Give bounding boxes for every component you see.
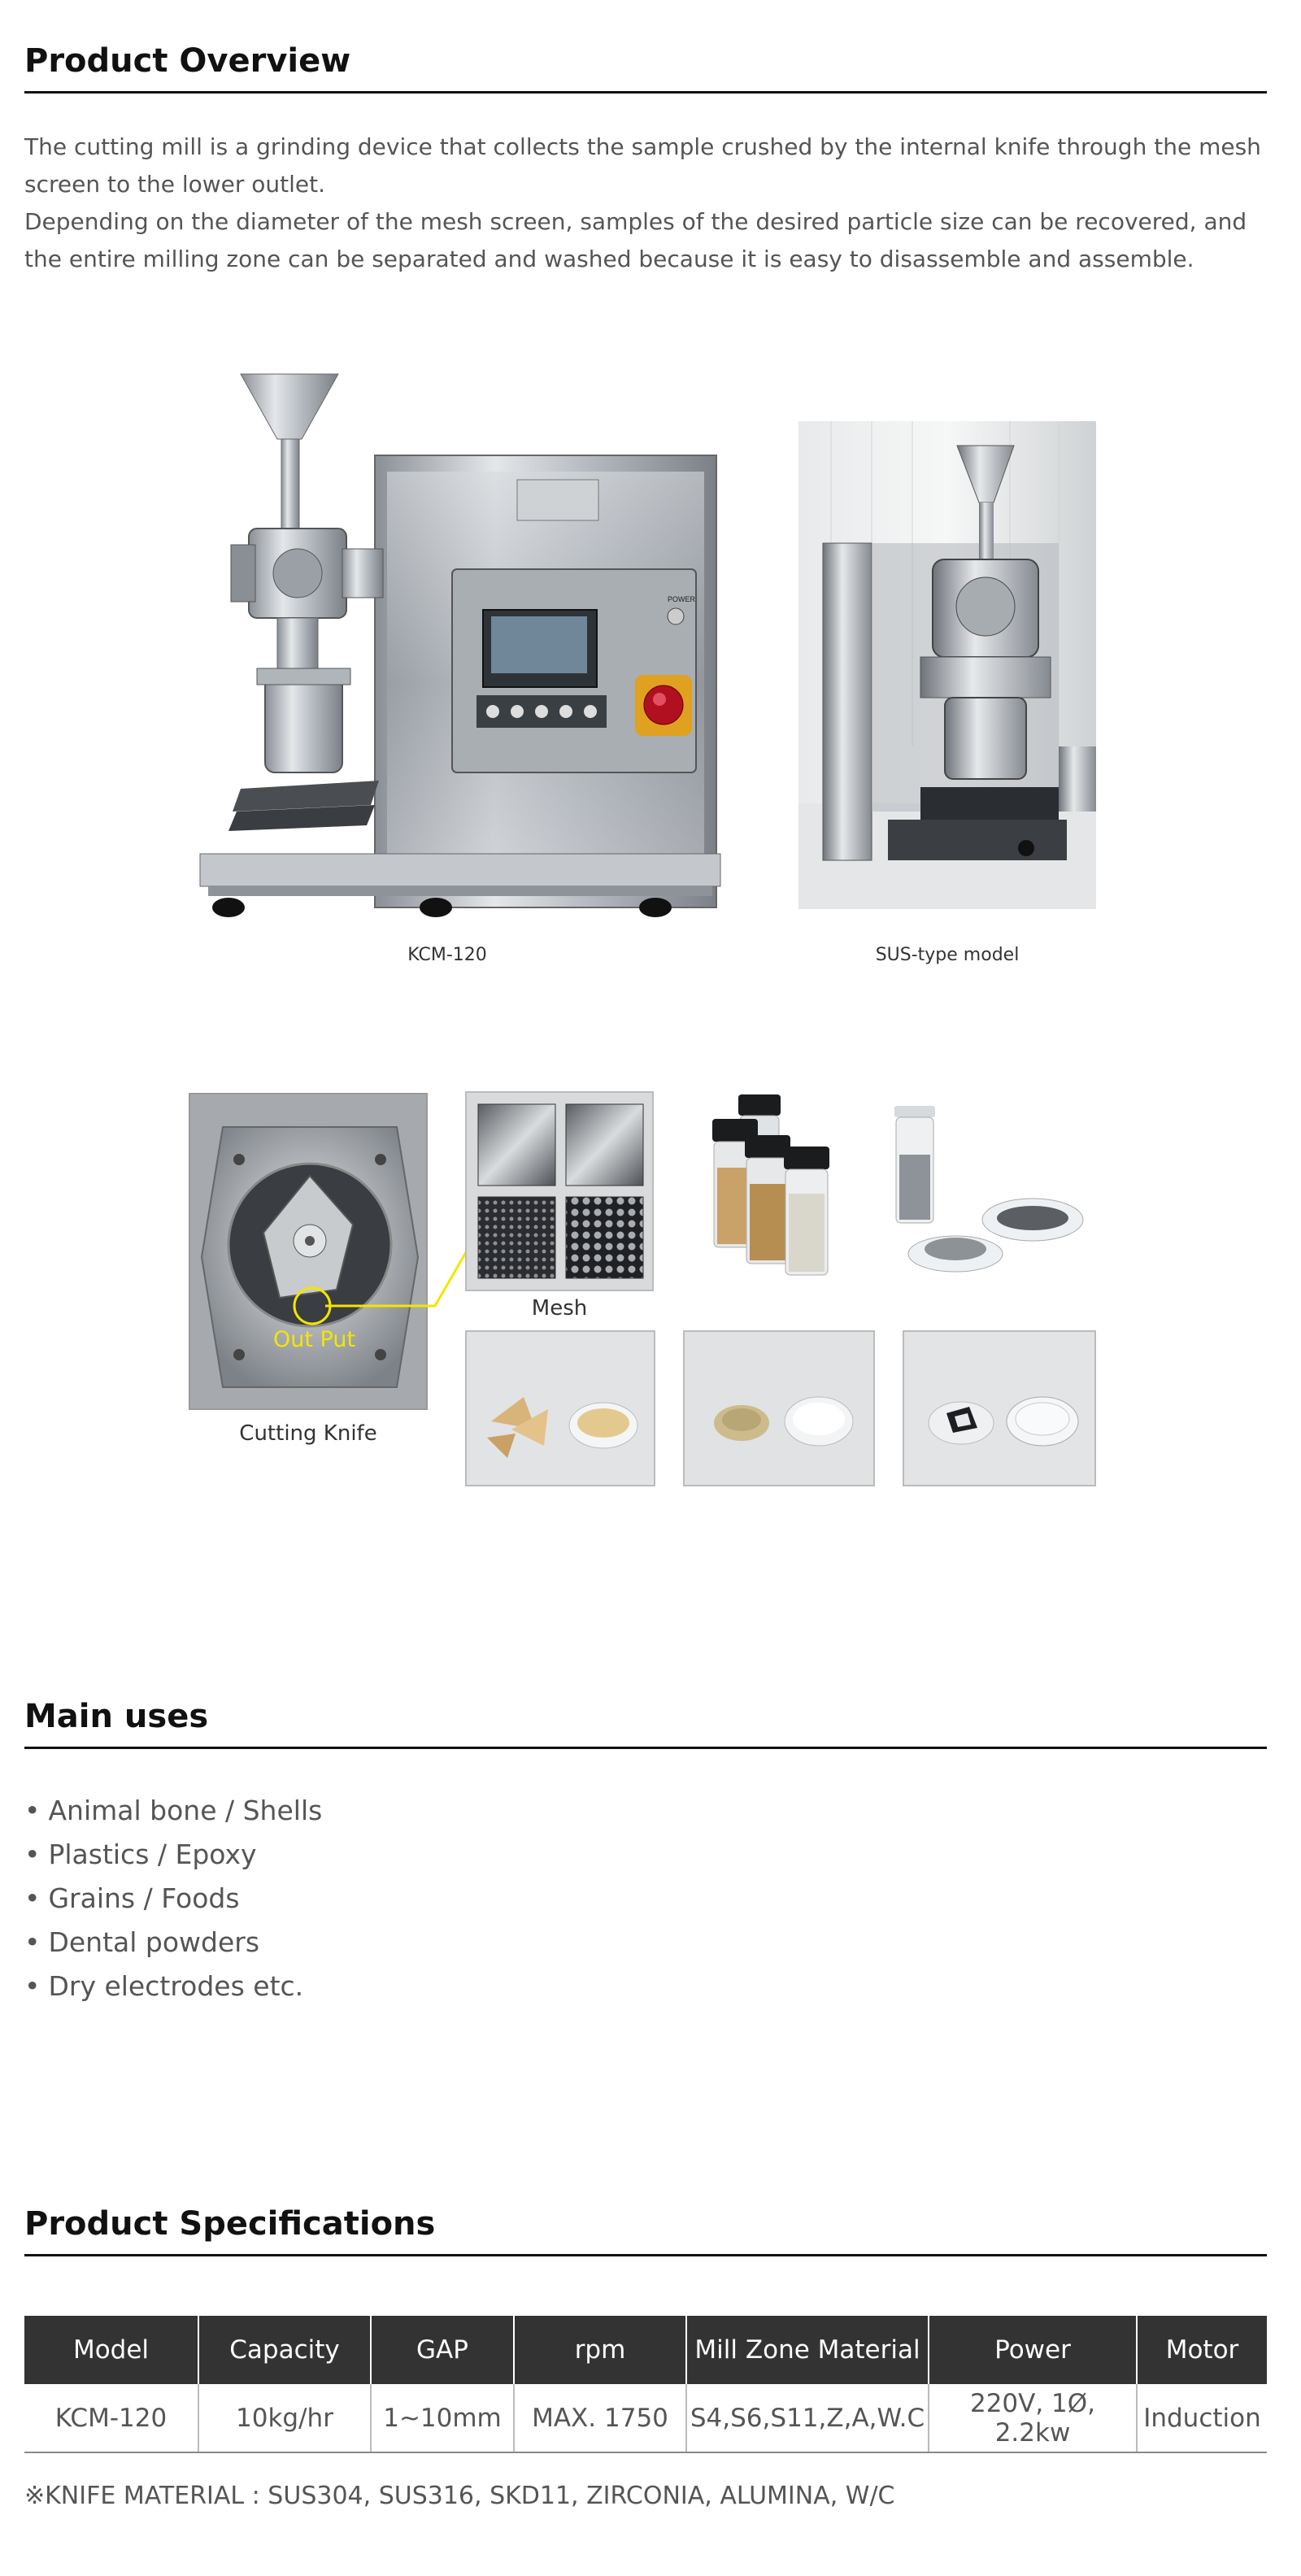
machine-caption: KCM-120 [407, 945, 487, 965]
overview-paragraph-2: Depending on the diameter of the mesh screen, samples of the desired particle size can be recovered, and the entire milling zone can be separated and washed because it is easy to disassemble and assemble. [24, 208, 1247, 272]
list-item [24, 1921, 322, 1965]
use-label: Plastics / Epoxy [48, 1838, 257, 1870]
header-gap: GAP [371, 2316, 514, 2384]
cell-mill-zone-material: S4,S6,S11,Z,A,W.C [686, 2384, 929, 2452]
list-item [24, 1877, 322, 1921]
bullet-icon: • [24, 1795, 41, 1826]
list-item [24, 1833, 322, 1877]
list-item [24, 1789, 322, 1833]
spec-table [24, 2316, 1267, 2453]
mesh-caption: Mesh [531, 1296, 588, 1321]
power-label: POWER [668, 595, 696, 603]
sample-jars-photo [688, 1086, 891, 1281]
sus-model-caption: SUS-type model [875, 945, 1020, 965]
output-callout: Out Put [273, 1327, 356, 1352]
cell-motor: Induction [1137, 2384, 1267, 2452]
header-mill-zone-material: Mill Zone Material [686, 2316, 929, 2384]
header-motor: Motor [1137, 2316, 1267, 2384]
grain-sample-photo [683, 1330, 875, 1486]
list-item [24, 1965, 322, 2008]
machine-photo [192, 366, 729, 935]
cell-rpm: MAX. 1750 [514, 2384, 686, 2452]
bullet-icon: • [24, 1838, 41, 1870]
knife-material-footnote: ※KNIFE MATERIAL : SUS304, SUS316, SKD11, ZIRCONIA, ALUMINA, W/C [24, 2482, 895, 2510]
bullet-icon: • [24, 1926, 41, 1958]
header-rpm: rpm [514, 2316, 686, 2384]
mesh-photo [465, 1091, 654, 1291]
use-label: Dry electrodes etc. [48, 1970, 304, 2002]
main-uses-title: Main uses [24, 1698, 1267, 1749]
overview-paragraph-1: The cutting mill is a grinding device that collects the sample crushed by the internal knife through the mesh screen to the lower outlet. [24, 133, 1261, 198]
sus-model-photo [798, 421, 1096, 909]
use-label: Dental powders [48, 1926, 260, 1958]
cutting-knife-caption: Cutting Knife [239, 1421, 377, 1446]
cell-gap: 1~10mm [371, 2384, 514, 2452]
use-label: Grains / Foods [48, 1882, 240, 1914]
specs-title: Product Specifications [24, 2205, 1267, 2256]
cell-capacity: 10kg/hr [198, 2384, 371, 2452]
cell-model: KCM-120 [24, 2384, 198, 2452]
spec-header-row [24, 2316, 1267, 2384]
header-model: Model [24, 2316, 198, 2384]
use-label: Animal bone / Shells [48, 1795, 323, 1826]
bullet-icon: • [24, 1970, 41, 2002]
plastic-sample-photo [903, 1330, 1096, 1486]
header-capacity: Capacity [198, 2316, 371, 2384]
cell-power: 220V, 1Ø, 2.2kw [929, 2384, 1137, 2452]
bullet-icon: • [24, 1882, 41, 1914]
food-sample-photo [465, 1330, 655, 1486]
main-uses-list [24, 1789, 322, 2008]
metal-powder-photo [894, 1106, 1098, 1285]
table-row [24, 2384, 1267, 2452]
overview-title: Product Overview [24, 42, 1267, 94]
header-power: Power [929, 2316, 1137, 2384]
